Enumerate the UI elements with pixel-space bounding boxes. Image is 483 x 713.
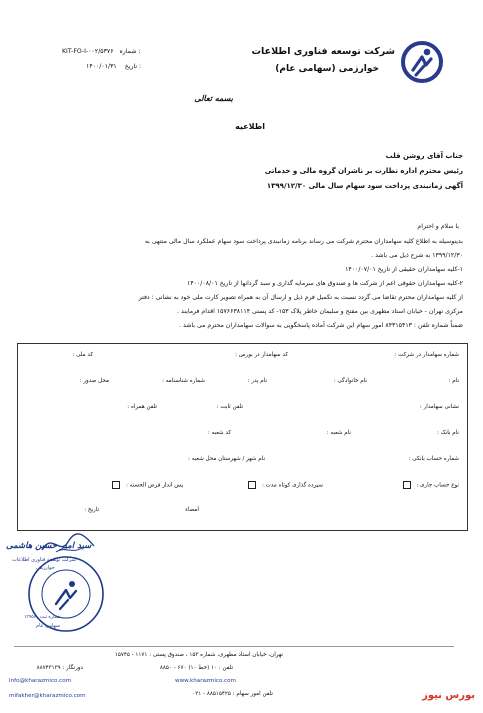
form-current-account (403, 481, 459, 489)
paragraph-2-line-2: مرکزی تهران - خیابان استاد مطهری بین مفتح و سلیمان خاطر پلاک ۱۵۳- کد پستی ۱۵۷۶۶۳۸۱۱۴ اقدام فرمایند . (177, 308, 463, 315)
current-account-checkbox[interactable] (403, 481, 411, 489)
item-2: ۲-کلیه سهامداران حقوقی اعم از شرکت ها و صندوق های سرمایه گذاری و سبد گردانها از تاریخ ۱۴۰۰/۰۸/۰۱ (187, 280, 463, 287)
footer-website[interactable]: www.kharazmico.com (175, 678, 236, 684)
form-short-term (248, 481, 323, 489)
form-father-name: نام پدر : (247, 378, 267, 384)
signature-name: سید امیر حسین هاشمی (6, 541, 92, 551)
stamp-line-1: شرکت توسعه فناوری اطلاعات (12, 557, 76, 563)
addressee-2: رئیس محترم اداره نظارت بر ناشران گروه مالی و خدماتی (264, 167, 463, 175)
item-1: ۱-کلیه سهامداران حقیقی از تاریخ ۱۴۰۰/۰۷/۰۱ (345, 266, 463, 273)
stamp-line-3: سهامی عام (36, 623, 61, 629)
stamp-line-2: خوارزمی (36, 565, 55, 571)
form-branch-city: نام شهر / شهرستان محل شعبه : (188, 456, 265, 462)
form-id-number: شماره شناسنامه : (162, 378, 205, 384)
form-date: تاریخ : (84, 507, 99, 513)
company-logo (400, 40, 444, 84)
paragraph-2-line-1: از کلیه سهامداران محترم تقاضا می گردد نسبت به تکمیل فرم ذیل و ارسال آن به همراه تصویر کارت ملی خود به نشانی : دفتر (138, 294, 463, 301)
company-name: شرکت توسعه فناوری اطلاعات (251, 46, 395, 57)
letter-number-label: شماره : (119, 48, 141, 55)
form-signature: امضاء (185, 507, 199, 513)
invocation: بسمه تعالی (194, 94, 233, 103)
form-mobile: تلفن همراه : (127, 404, 157, 410)
shareholder-form (17, 343, 468, 531)
form-issue-place: محل صدور : (79, 378, 109, 384)
letter-number (62, 48, 141, 55)
form-national-id: کد ملی : (72, 352, 93, 358)
form-shareholder-number: شماره سهامدار در شرکت : (394, 352, 459, 358)
form-bank-name: نام بانک : (437, 430, 459, 436)
footer-fax: دورنگار : ۸۸۷۴۳۱۳۹ (36, 665, 83, 671)
form-branch-name: نام شعبه : (326, 430, 351, 436)
short-term-checkbox[interactable] (248, 481, 256, 489)
addressee-1: جناب آقای روشن قلب (385, 152, 463, 160)
letter-date-label: تاریخ : (124, 63, 142, 70)
form-qard-hasan-label: پس انداز قرض الحسنه : (125, 482, 183, 489)
form-landline: تلفن ثابت : (216, 404, 243, 410)
watermark: بورس نیوز (422, 690, 475, 701)
form-address: نشانی سهامدار : (419, 404, 459, 410)
footer-shares-tel: تلفن امور سهام : ۸۸۵۱۵۴۲۵ - ۰۲۱ (192, 691, 273, 697)
greeting: با سلام و احترام (417, 223, 459, 230)
paragraph-1-line-1: بدینوسیله به اطلاع کلیه سهامداران محترم شرکت می رساند برنامه زمانبندی پرداخت سود سهام عملکرد سال مالی منتهی به (144, 238, 463, 245)
qard-hasan-checkbox[interactable] (112, 481, 120, 489)
footer-tel: تلفن : ۱۰ (خط ۱۰) ۶۷۰ - ۸۸۵۰ (159, 665, 233, 671)
paragraph-1-line-2: ۱۳۹۹/۱۲/۳۰ به شرح ذیل می باشد . (371, 252, 463, 259)
form-account-number: شماره حساب بانکی : (408, 456, 459, 462)
subject: آگهی زمانبندی پرداخت سود سهام سال مالی ۱۳۹۹/۱۲/۳۰ (266, 182, 463, 190)
footer-address: تهران، خیابان استاد مطهری، شماره ۱۵۳ ، صندوق پستی : ۱۱۷۱ - ۱۵۷۴۵ (114, 652, 283, 658)
form-current-account-label: نوع حساب جاری : (416, 482, 459, 489)
letter-date (86, 63, 141, 70)
stamp-reg: شماره ثبت ۱۳۹۵۶۰ (24, 615, 61, 620)
form-branch-code: کد شعبه : (207, 430, 231, 436)
form-bourse-code: کد سهامدار در بورس : (235, 352, 288, 358)
footer-divider (14, 646, 454, 647)
form-first-name: نام : (448, 378, 459, 384)
paragraph-3: ضمناً شماره تلفن : ۸۴۳۱۵۴۱۳ امور سهام این شرکت آماده پاسخگویی به سوالات سهامداران محترم می باشد . (179, 322, 463, 329)
letter-date-value: ۱۴۰۰/۰۱/۳۱ (86, 63, 117, 70)
form-short-term-label: سپرده گذاری کوتاه مدت : (261, 482, 323, 489)
company-name-2: خوارزمی (سهامی عام) (275, 64, 379, 74)
footer-email-info[interactable]: info@kharazmico.com (9, 678, 72, 684)
form-qard-hasan (112, 481, 183, 489)
footer-email-2[interactable]: mifakher@kharazmico.com (9, 693, 86, 699)
letter-number-value: KIT-FO-I-۰۰۲/۵۳۷۶ (62, 48, 114, 55)
notice-title: اطلاعیه (235, 122, 265, 131)
form-last-name: نام خانوادگی : (333, 378, 367, 384)
